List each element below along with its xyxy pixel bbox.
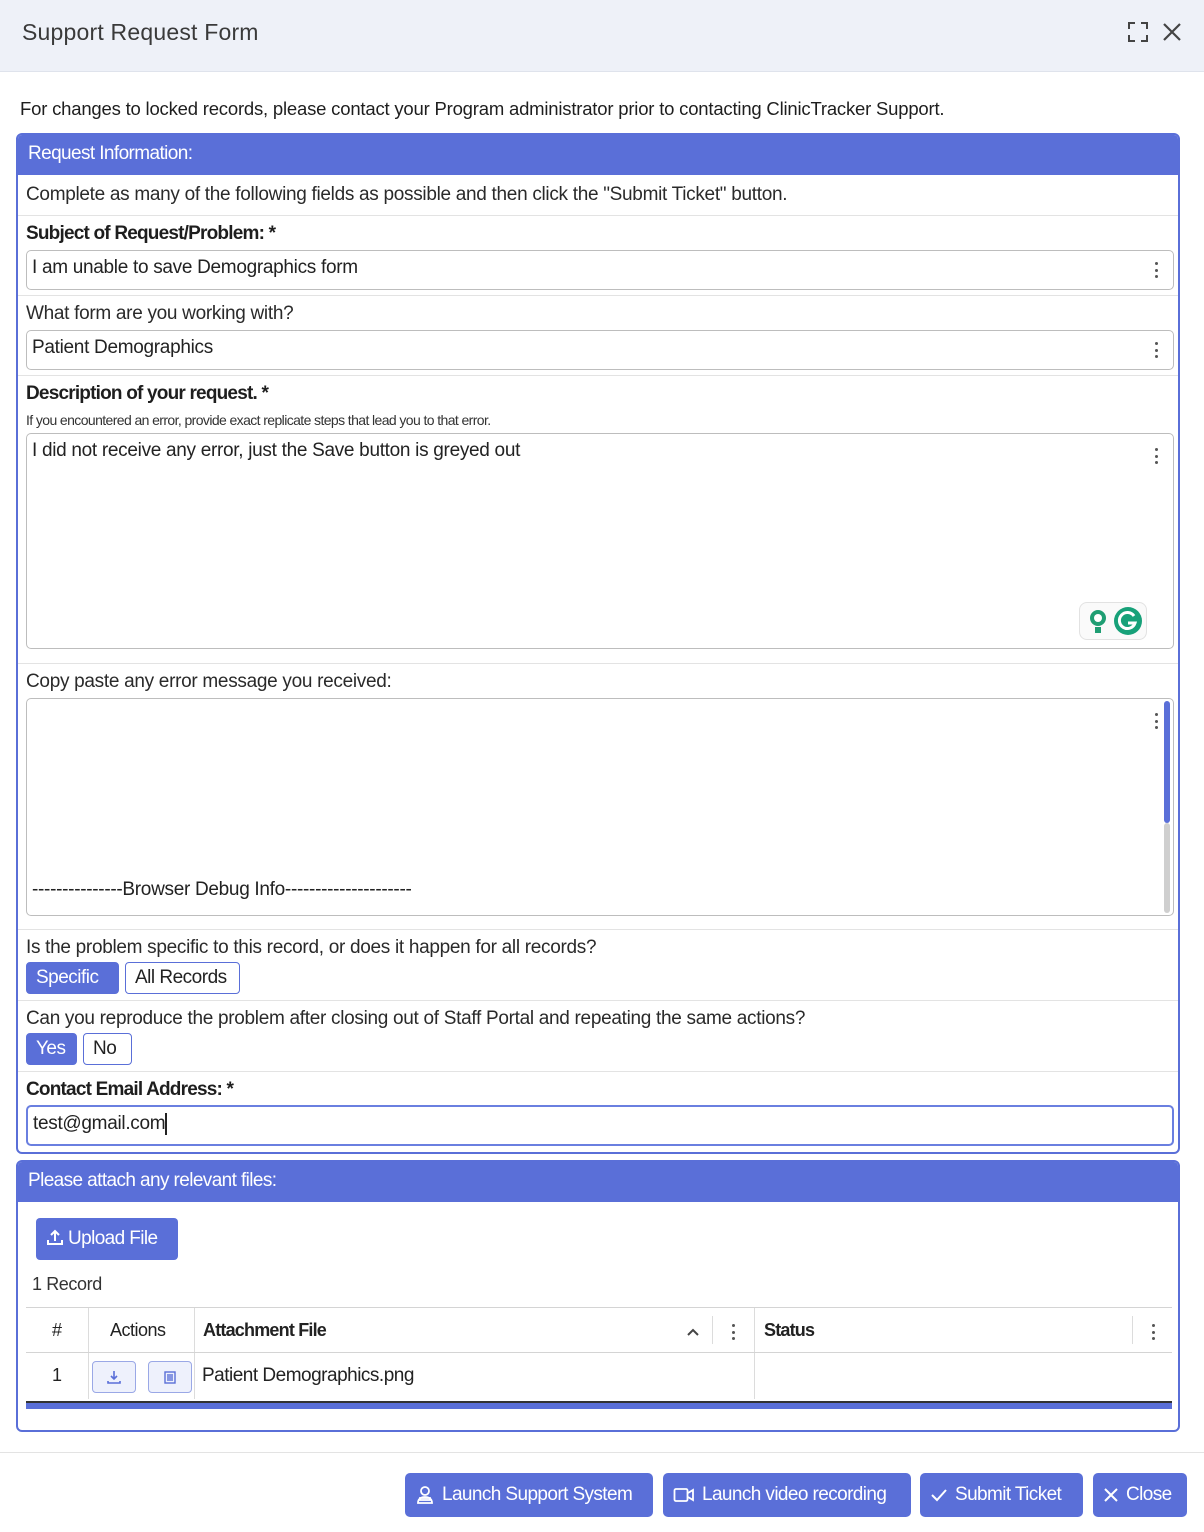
email-input[interactable] xyxy=(26,1105,1174,1146)
grammarly-icon xyxy=(1113,606,1143,636)
upload-file-label: Upload File xyxy=(68,1228,158,1249)
column-menu-icon[interactable] xyxy=(1150,1324,1156,1340)
email-label: Contact Email Address: * xyxy=(26,1079,234,1100)
text-cursor xyxy=(165,1113,167,1135)
trash-icon xyxy=(162,1369,178,1385)
submit-ticket-label: Submit Ticket xyxy=(955,1484,1062,1505)
video-icon xyxy=(673,1486,695,1504)
description-hint: If you encountered an error, provide exact replicate steps that lead you to that error. xyxy=(26,412,491,428)
subject-label: Subject of Request/Problem: * xyxy=(26,223,276,244)
expand-icon[interactable] xyxy=(1124,18,1152,46)
launch-video-recording-button[interactable] xyxy=(663,1473,911,1517)
email-row xyxy=(18,1071,1178,1152)
more-options-icon[interactable] xyxy=(1153,262,1159,278)
launch-video-recording-label: Launch video recording xyxy=(702,1484,887,1505)
more-options-icon[interactable] xyxy=(1153,342,1159,358)
table-row xyxy=(26,1353,1172,1399)
error-message-row xyxy=(18,663,1178,929)
attachments-panel xyxy=(16,1160,1180,1432)
record-count: 1 Record xyxy=(32,1274,102,1294)
reproduce-question-label: Can you reproduce the problem after closing out of Staff Portal and repeating the same actions? xyxy=(26,1008,806,1029)
email-value: test@gmail.com xyxy=(33,1113,166,1135)
instructions-text: Complete as many of the following fields as possible and then click the "Submit Ticket" button. xyxy=(26,184,788,205)
error-message-value: ---------------Browser Debug Info--------------------- xyxy=(32,879,412,900)
reproduce-question-row xyxy=(18,1000,1178,1071)
form-input[interactable] xyxy=(26,330,1174,370)
description-value: I did not receive any error, just the Save button is greyed out xyxy=(32,440,521,461)
close-icon[interactable] xyxy=(1158,18,1186,46)
grid-horizontal-scrollbar[interactable] xyxy=(26,1401,1172,1409)
headset-icon xyxy=(415,1485,435,1505)
column-header-attachment-file[interactable]: Attachment File xyxy=(203,1320,327,1340)
column-menu-icon[interactable] xyxy=(730,1324,736,1340)
textarea-scroll-track xyxy=(1164,823,1170,913)
locked-records-notice: For changes to locked records, please contact your Program administrator prior to contacting ClinicTracker Support. xyxy=(20,98,945,119)
lightbulb-icon xyxy=(1086,608,1110,636)
upload-icon xyxy=(46,1228,64,1246)
textarea-scrollbar[interactable] xyxy=(1164,701,1170,823)
download-icon xyxy=(106,1369,122,1385)
error-message-label: Copy paste any error message you received: xyxy=(26,671,392,692)
dialog-title: Support Request Form xyxy=(22,19,259,45)
dialog-footer xyxy=(0,1452,1204,1532)
form-value: Patient Demographics xyxy=(32,337,213,358)
close-icon xyxy=(1103,1487,1119,1503)
dialog-titlebar xyxy=(0,0,1204,72)
scope-question-label: Is the problem specific to this record, or does it happen for all records? xyxy=(26,937,597,958)
column-header-number: # xyxy=(52,1320,62,1340)
download-button[interactable] xyxy=(92,1361,136,1393)
description-textarea[interactable] xyxy=(26,433,1174,649)
upload-file-button[interactable] xyxy=(36,1218,178,1260)
scope-question-row xyxy=(18,929,1178,1000)
sort-ascending-icon[interactable] xyxy=(686,1327,700,1337)
close-button[interactable] xyxy=(1093,1473,1187,1517)
no-option-button[interactable]: No xyxy=(83,1033,132,1065)
request-information-header: Request Information: xyxy=(18,135,1178,175)
specific-option-button[interactable]: Specific xyxy=(26,962,119,994)
yes-option-button[interactable]: Yes xyxy=(26,1033,77,1065)
request-information-panel xyxy=(16,133,1180,1154)
close-label: Close xyxy=(1126,1484,1172,1505)
delete-button[interactable] xyxy=(148,1361,192,1393)
submit-ticket-button[interactable] xyxy=(920,1473,1083,1517)
row-number: 1 xyxy=(52,1365,63,1385)
attachment-file-name: Patient Demographics.png xyxy=(202,1365,414,1386)
subject-input[interactable] xyxy=(26,250,1174,290)
grid-header xyxy=(26,1307,1172,1353)
column-header-actions: Actions xyxy=(110,1320,166,1340)
column-header-status: Status xyxy=(764,1320,815,1340)
form-label: What form are you working with? xyxy=(26,303,294,324)
more-options-icon[interactable] xyxy=(1153,713,1159,729)
grammar-assistant-widget[interactable] xyxy=(1079,602,1147,640)
form-row xyxy=(18,295,1178,375)
description-label: Description of your request. * xyxy=(26,383,269,404)
launch-support-system-button[interactable] xyxy=(405,1473,653,1517)
subject-row xyxy=(18,215,1178,295)
subject-value: I am unable to save Demographics form xyxy=(32,257,358,278)
check-icon xyxy=(930,1487,948,1503)
instructions-row xyxy=(18,175,1178,215)
error-message-textarea[interactable] xyxy=(26,698,1174,916)
all-records-option-button[interactable]: All Records xyxy=(125,962,240,994)
more-options-icon[interactable] xyxy=(1153,448,1159,464)
launch-support-system-label: Launch Support System xyxy=(442,1484,633,1505)
attachments-header: Please attach any relevant files: xyxy=(18,1162,1178,1202)
description-row xyxy=(18,375,1178,663)
